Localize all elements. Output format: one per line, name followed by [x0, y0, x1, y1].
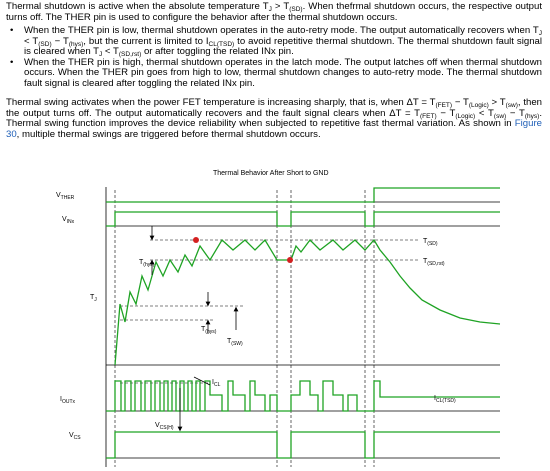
text: < T: [24, 35, 39, 47]
subscript: (sw): [493, 112, 507, 120]
bullet-dot: •: [10, 25, 14, 36]
text: − T: [452, 97, 469, 108]
text: . Thermal swing function improves the device reliability when subjected to repetitive fast thermal variation. As shown in: [6, 107, 543, 130]
subscript: (Logic): [468, 102, 489, 109]
tsd-rst-label: $T_{(SD,rst)}$: [423, 258, 445, 267]
text: − T: [506, 107, 525, 119]
text: . When thefrmal shutdown occurs, the respective output turns off. The THER pin is used to configure the behavior after the thermal shutdown occurs.: [6, 1, 542, 23]
thys-label-upper: $T_{(hys)}$: [139, 259, 155, 268]
text: , but the current is limited to I: [83, 35, 209, 47]
tsd-label: $T_{(SD)}$: [423, 238, 438, 247]
text: − T: [436, 107, 456, 119]
subscript: (FET): [435, 102, 453, 109]
v-inx-label: $V_{INx}$: [62, 216, 75, 225]
subscript: (sw): [505, 102, 518, 109]
iout-label: $I_{OUTx}$: [60, 396, 76, 405]
thys-label-lower: $T_{(hys)}$: [201, 326, 217, 335]
tsw-label: $T_{(SW)}$: [227, 338, 243, 347]
text: < T: [102, 46, 119, 58]
subscript: (hys): [68, 40, 84, 48]
v-ther-label: $V_{THER}$: [56, 192, 75, 201]
subscript: J: [99, 51, 103, 59]
v-ther-trace: [106, 188, 500, 202]
v-inx-trace: [106, 212, 500, 226]
tsd-trip-marker: [193, 237, 199, 243]
vcs-label: $V_{CS}$: [69, 432, 81, 441]
bullet-dot: •: [10, 56, 14, 68]
subscript: (SD): [289, 6, 303, 13]
text: > T: [488, 97, 506, 108]
annotation-labels: [139, 238, 456, 431]
time-guides: [115, 190, 374, 467]
text: or after toggling the related INx pin.: [141, 46, 294, 58]
tsd-rst-marker: [287, 257, 293, 263]
text: − T: [51, 35, 69, 47]
subscript: J: [538, 30, 542, 37]
threshold-lines: [120, 240, 430, 397]
text: , then the output turns off. The output automatically recovers and the fault signal clears when ΔT = T: [6, 97, 542, 119]
figure-30-link[interactable]: Figure 30: [6, 118, 542, 140]
iout-trace: [106, 381, 500, 411]
text: When the THER pin is high, thermal shutdown operates in the latch mode. The output latches off when thermal shutdown occurs. When the THER pin goes from high to low, thermal shutdown changes to auto-retry mode. The thermal shutdown fault signal is cleared after toggling the related INx pin.: [24, 56, 542, 89]
text: to avoid repetitive thermal shutdown. The thermal shutdown fault signal is cleared when T: [24, 35, 542, 58]
text: Thermal shutdown is active when the absolute temperature T: [6, 1, 269, 12]
vcs-trace: [106, 432, 500, 458]
subscript: (hys): [524, 112, 540, 120]
tj-trace: [115, 240, 500, 365]
signal-labels: [56, 192, 97, 441]
text: When the THER pin is low, thermal shutdown operates in the auto-retry mode. The output automatically recovers when T: [24, 25, 539, 36]
subscript: (SD,rst): [118, 51, 142, 59]
text: < T: [475, 107, 494, 119]
tj-label: $T_J$: [90, 294, 97, 303]
subscript: (SD): [38, 40, 52, 48]
icl-label: $I_{CL}$: [212, 379, 221, 388]
subscript: J: [268, 6, 272, 13]
subscript: CL(TSD): [208, 40, 235, 48]
text: , multiple thermal swings are triggered before thermal shutdown occurs.: [16, 128, 321, 140]
vcsh-label: $V_{CS(H)}$: [155, 422, 174, 431]
figure-title: Thermal Behavior After Short to GND: [213, 170, 329, 177]
icl-tsd-label: $I_{CL(TSD)}$: [434, 395, 456, 404]
subscript: (FET): [420, 112, 437, 120]
text: > T: [271, 1, 290, 12]
text: Thermal swing activates when the power FET temperature is increasing sharply, that is, when ΔT = T: [6, 97, 436, 108]
subscript: (Logic): [455, 112, 476, 120]
